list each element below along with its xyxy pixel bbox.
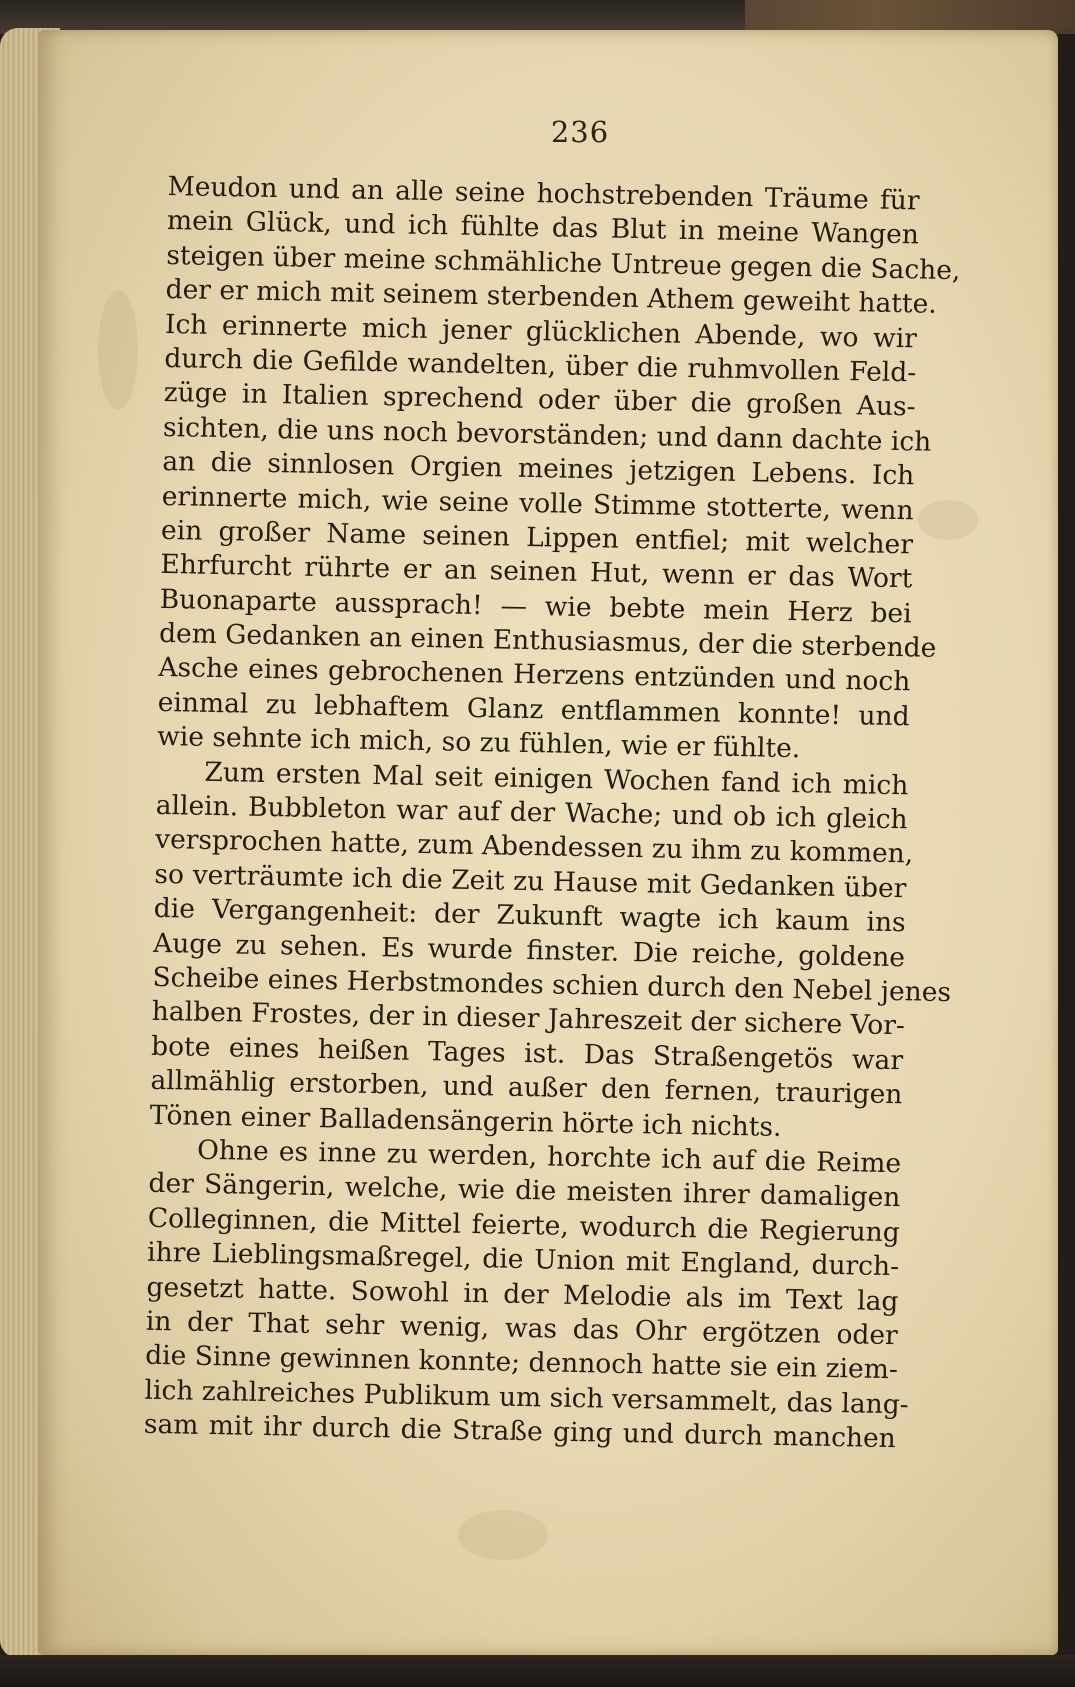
text-line: die Sinne gewinnen konnte; dennoch hatte sie ein ziem- xyxy=(144,1340,899,1386)
text-line: halben Frostes, der in dieser Jahreszeit der sichere Vor- xyxy=(151,996,906,1042)
text-line: züge in Italien sprechend oder über die großen Aus- xyxy=(163,377,916,423)
text-line: versprochen hatte, zum Abendessen zu ihm zu kommen, xyxy=(154,824,914,870)
paper-stain xyxy=(458,1510,548,1560)
text-line: lich zahlreiches Publikum um sich versammelt, das lang- xyxy=(144,1374,909,1421)
bottom-binding-edge xyxy=(0,1655,1075,1687)
paper-stain xyxy=(918,500,978,540)
text-line: Scheibe eines Herbstmondes schien durch den Nebel jenes xyxy=(152,961,952,1009)
text-line: ihre Lieblingsmaßregel, die Union mit England, durch- xyxy=(146,1236,900,1283)
text-line: so verträumte ich die Zeit zu Hause mit Gedanken über xyxy=(154,858,907,905)
top-binding-edge xyxy=(0,0,1075,34)
text-line: Meudon und an alle seine hochstrebenden Träume für xyxy=(167,170,920,217)
page-number: 236 xyxy=(550,115,610,149)
text-line: ein großer Name seinen Lippen entfiel; mit welcher xyxy=(160,514,914,561)
text-line: sam mit ihr durch die Straße ging und durch manchen xyxy=(143,1408,897,1455)
text-line: Asche eines gebrochenen Herzens entzünden und noch xyxy=(158,652,911,698)
text-line: Auge zu sehen. Es wurde finster. Die reiche, goldene xyxy=(152,927,906,973)
text-line: allein. Bubbleton war auf der Wache; und ob ich gleich xyxy=(155,789,908,836)
text-line: Zum ersten Mal seit einigen Wochen fand ich mich xyxy=(204,756,909,801)
text-line: Ich erinnerte mich jener glücklichen Abende, wo wir xyxy=(164,308,918,354)
text-line: Buonaparte aussprach! — wie bebte mein Herz bei xyxy=(159,583,912,630)
text-line: Colleginnen, die Mittel feierte, wodurch die Regierung xyxy=(147,1202,901,1248)
text-line: gesetzt hatte. Sowohl in der Melodie als im Text lag xyxy=(146,1271,899,1317)
text-line: Ohne es inne zu werden, horchte ich auf die Reime xyxy=(196,1134,902,1180)
paper-stain xyxy=(98,290,138,410)
body-text xyxy=(143,170,961,1457)
text-line: steigen über meine schmähliche Untreue gegen die Sache, xyxy=(166,239,961,287)
text-line: durch die Gefilde wandelten, über die ruhmvollen Feld- xyxy=(164,342,917,389)
text-line: dem Gedanken an einen Enthusiasmus, der die sterbende xyxy=(158,617,937,664)
text-line: erinnerte mich, wie seine volle Stimme stotterte, wenn xyxy=(161,480,914,526)
text-line: einmal zu lebhaftem Glanz entflammen konnte! und xyxy=(157,686,910,733)
text-line: allmählig erstorben, und außer den fernen, traurigen xyxy=(150,1064,903,1111)
text-line: die Vergangenheit: der Zukunft wagte ich kaum ins xyxy=(153,893,906,939)
text-line: Ehrfurcht rührte er an seinen Hut, wenn er das Wort xyxy=(160,549,913,595)
text-line: in der That sehr wenig, was das Ohr ergötzen oder xyxy=(145,1305,899,1352)
text-line: an die sinnlosen Orgien meines jetzigen Lebens. Ich xyxy=(162,446,915,492)
text-line: mein Glück, und ich fühlte das Blut in meine Wangen xyxy=(166,205,920,251)
text-line: der Sängerin, welche, wie die meisten ihrer damaligen xyxy=(148,1168,901,1214)
text-line: Tönen einer Balladensängerin hörte ich nichts. xyxy=(149,1099,782,1143)
text-line: bote eines heißen Tages ist. Das Straßengetös war xyxy=(150,1030,904,1077)
text-line: der er mich mit seinem sterbenden Athem geweiht hatte. xyxy=(165,274,938,320)
text-line: wie sehnte ich mich, so zu fühlen, wie er fühlte. xyxy=(156,721,801,765)
text-line: sichten, die uns noch bevorständen; und dann dachte ich xyxy=(162,411,932,458)
binding-cloth xyxy=(745,0,1075,30)
